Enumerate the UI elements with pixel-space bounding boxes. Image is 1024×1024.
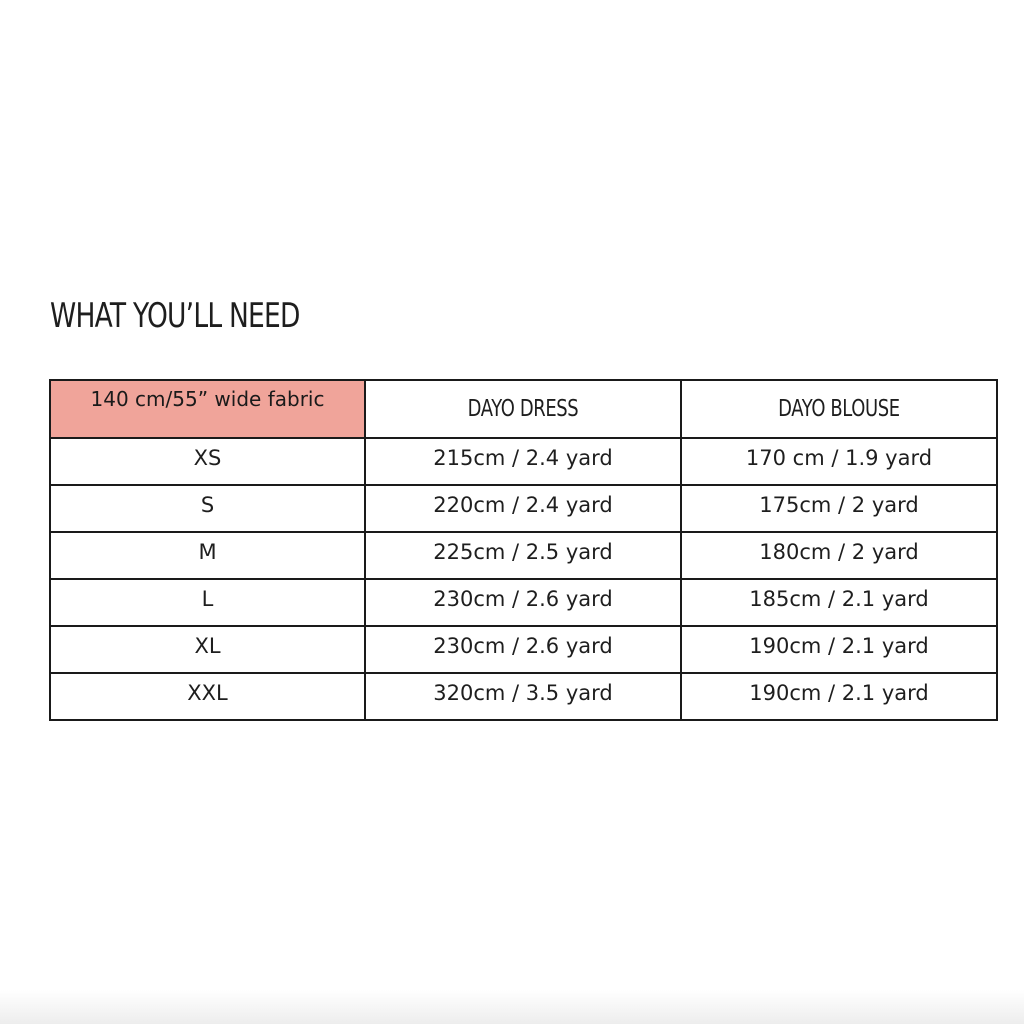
- dress-value: 230cm / 2.6 yard: [433, 634, 613, 658]
- page-heading: WHAT YOU’LL NEED: [50, 296, 300, 336]
- blouse-value: 185cm / 2.1 yard: [749, 587, 929, 611]
- table-row: [50, 532, 997, 579]
- table-row: [50, 438, 997, 485]
- size-value: XXL: [187, 681, 228, 705]
- dress-cell: [365, 626, 681, 673]
- dress-value: 320cm / 3.5 yard: [433, 681, 613, 705]
- dress-cell: [365, 673, 681, 720]
- blouse-value: 175cm / 2 yard: [759, 493, 919, 517]
- size-value: S: [200, 493, 215, 517]
- dress-cell: [365, 485, 681, 532]
- dress-value: 230cm / 2.6 yard: [433, 587, 613, 611]
- blouse-cell: [681, 532, 997, 579]
- blouse-value: 190cm / 2.1 yard: [749, 681, 929, 705]
- blouse-value: 190cm / 2.1 yard: [749, 634, 929, 658]
- size-cell: [50, 626, 365, 673]
- size-value: L: [201, 587, 214, 611]
- table-row: [50, 626, 997, 673]
- size-cell: [50, 485, 365, 532]
- size-value: M: [198, 540, 217, 564]
- table-row: [50, 673, 997, 720]
- table-header: [50, 380, 997, 438]
- dress-value: 220cm / 2.4 yard: [433, 493, 613, 517]
- dress-cell: [365, 438, 681, 485]
- dayo-blouse-header: [681, 380, 997, 438]
- dayo-dress-header: [365, 380, 681, 438]
- blouse-value: 180cm / 2 yard: [759, 540, 919, 564]
- dayo-blouse-label: DAYO BLOUSE: [778, 396, 900, 422]
- fabric-width-label: 140 cm/55” wide fabric: [90, 387, 325, 411]
- size-cell: [50, 532, 365, 579]
- size-cell: [50, 579, 365, 626]
- table-row: [50, 485, 997, 532]
- blouse-cell: [681, 673, 997, 720]
- dress-cell: [365, 532, 681, 579]
- blouse-cell: [681, 485, 997, 532]
- size-cell: [50, 673, 365, 720]
- blouse-cell: [681, 438, 997, 485]
- blouse-cell: [681, 579, 997, 626]
- table-row: [50, 579, 997, 626]
- size-value: XS: [193, 446, 222, 470]
- table-body: [50, 438, 997, 720]
- dress-cell: [365, 579, 681, 626]
- bottom-shadow: [0, 990, 1024, 1024]
- blouse-value: 170 cm / 1.9 yard: [745, 446, 933, 470]
- size-value: XL: [194, 634, 221, 658]
- header-row: [50, 380, 997, 438]
- dress-value: 215cm / 2.4 yard: [433, 446, 613, 470]
- dayo-dress-label: DAYO DRESS: [467, 396, 579, 422]
- dress-value: 225cm / 2.5 yard: [433, 540, 613, 564]
- fabric-requirements-table: [49, 379, 998, 721]
- size-cell: [50, 438, 365, 485]
- blouse-cell: [681, 626, 997, 673]
- fabric-width-header: [50, 380, 365, 438]
